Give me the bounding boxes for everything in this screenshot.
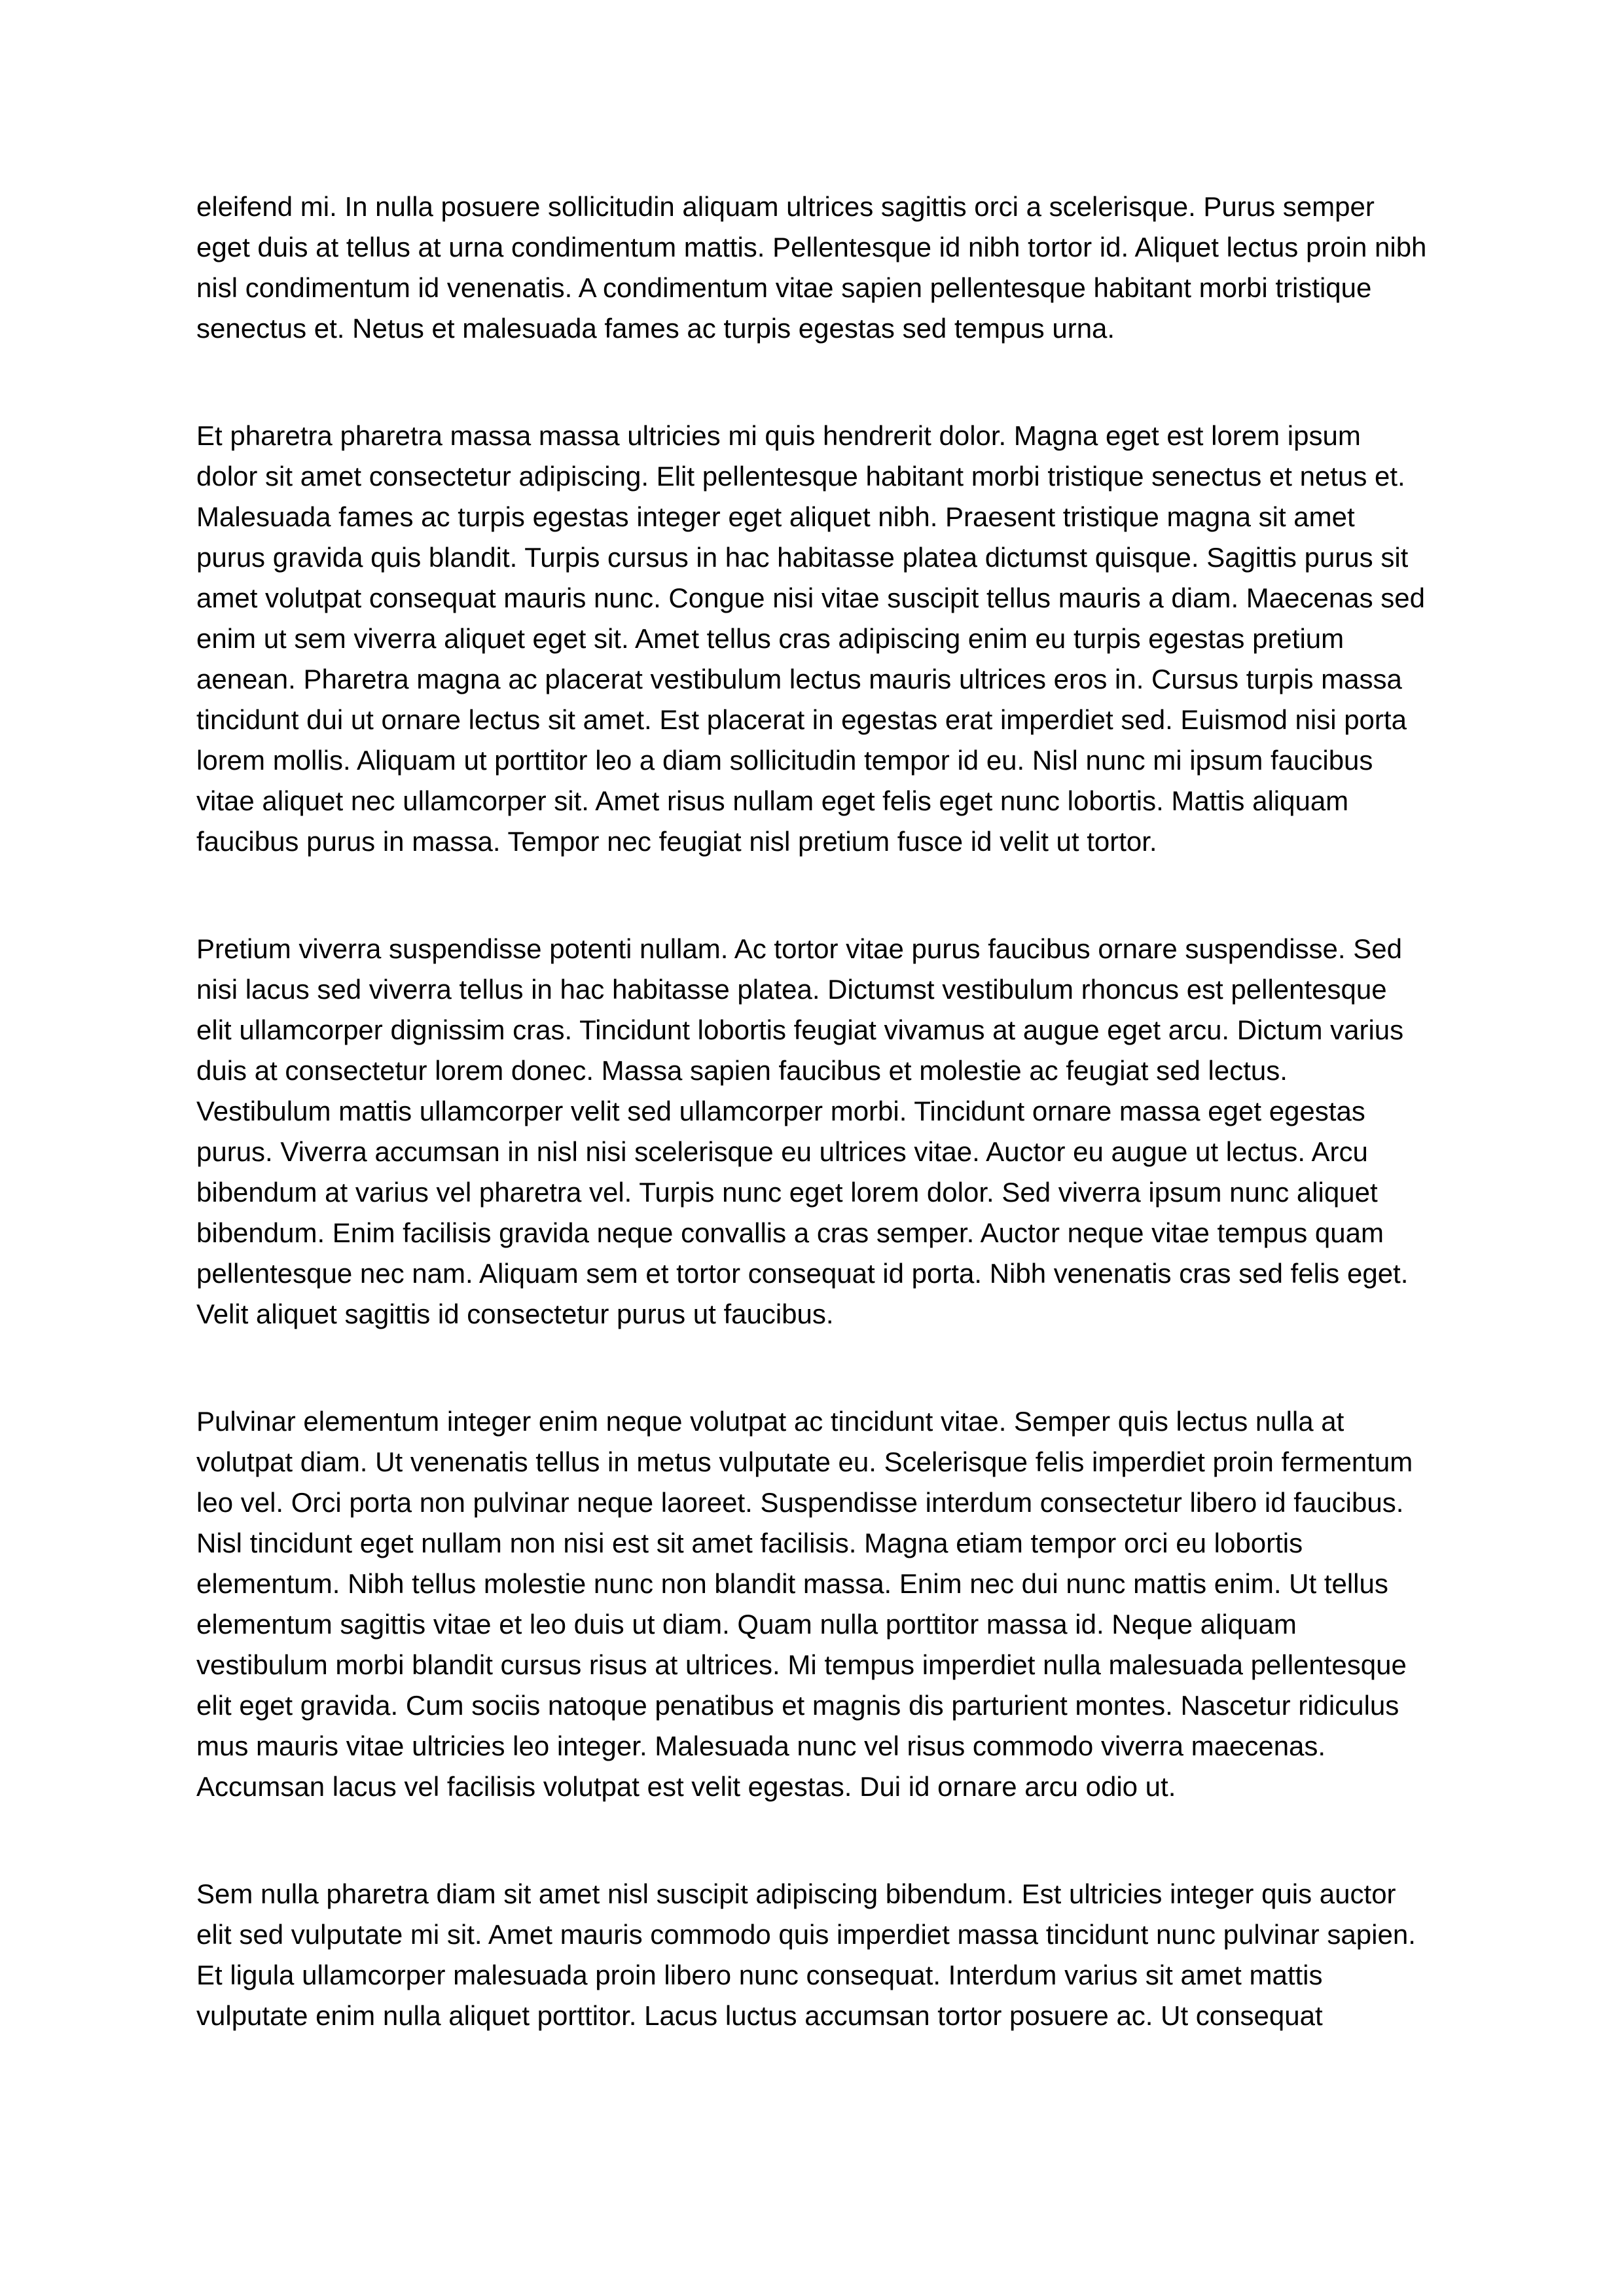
paragraph-2: Et pharetra pharetra massa massa ultricies mi quis hendrerit dolor. Magna eget est lorem ipsum dolor sit amet consectetur adipiscing. Elit pellentesque habitant morbi tristique senectus et netus et. Malesuada fames ac turpis egestas integer eget aliquet nibh. Praesent tristique magna sit amet purus gravida quis blandit. Turpis cursus in hac habitasse platea dictumst quisque. Sagittis purus sit amet volutpat consequat mauris nunc. Congue nisi vitae suscipit tellus mauris a diam. Maecenas sed enim ut sem viverra aliquet eget sit. Amet tellus cras adipiscing enim eu turpis egestas pretium aenean. Pharetra magna ac placerat vestibulum lectus mauris ultrices eros in. Cursus turpis massa tincidunt dui ut ornare lectus sit amet. Est placerat in egestas erat imperdiet sed. Euismod nisi porta lorem mollis. Aliquam ut porttitor leo a diam sollicitudin tempor id eu. Nisl nunc mi ipsum faucibus vitae aliquet nec ullamcorper sit. Amet risus nullam eget felis eget nunc lobortis. Mattis aliquam faucibus purus in massa. Tempor nec feugiat nisl pretium fusce id velit ut tortor. (196, 420, 1425, 857)
document-body-text (196, 187, 1428, 2036)
paragraph-5: Sem nulla pharetra diam sit amet nisl suscipit adipiscing bibendum. Est ultricies integer quis auctor elit sed vulputate mi sit. Amet mauris commodo quis imperdiet massa tincidunt nunc pulvinar sapien. Et ligula ullamcorper malesuada proin libero nunc consequat. Interdum varius sit amet mattis vulputate enim nulla aliquet porttitor. Lacus luctus accumsan tortor posuere ac. Ut consequat (196, 1878, 1416, 2031)
paragraph-4: Pulvinar elementum integer enim neque volutpat ac tincidunt vitae. Semper quis lectus nulla at volutpat diam. Ut venenatis tellus in metus vulputate eu. Scelerisque felis imperdiet proin fermentum leo vel. Orci porta non pulvinar neque laoreet. Suspendisse interdum consectetur libero id faucibus. Nisl tincidunt eget nullam non nisi est sit amet facilisis. Magna etiam tempor orci eu lobortis elementum. Nibh tellus molestie nunc non blandit massa. Enim nec dui nunc mattis enim. Ut tellus elementum sagittis vitae et leo duis ut diam. Quam nulla porttitor massa id. Neque aliquam vestibulum morbi blandit cursus risus at ultrices. Mi tempus imperdiet nulla malesuada pellentesque elit eget gravida. Cum sociis natoque penatibus et magnis dis parturient montes. Nascetur ridiculus mus mauris vitae ultricies leo integer. Malesuada nunc vel risus commodo viverra maecenas. Accumsan lacus vel facilisis volutpat est velit egestas. Dui id ornare arcu odio ut. (196, 1406, 1413, 1802)
paragraph-1: eleifend mi. In nulla posuere sollicitudin aliquam ultrices sagittis orci a scelerisque. Purus semper eget duis at tellus at urna condimentum mattis. Pellentesque id nibh tortor id. Aliquet lectus proin nibh nisl condimentum id venenatis. A condimentum vitae sapien pellentesque habitant morbi tristique senectus et. Netus et malesuada fames ac turpis egestas sed tempus urna. (196, 191, 1427, 344)
paragraph-3: Pretium viverra suspendisse potenti nullam. Ac tortor vitae purus faucibus ornare suspendisse. Sed nisi lacus sed viverra tellus in hac habitasse platea. Dictumst vestibulum rhoncus est pellentesque elit ullamcorper dignissim cras. Tincidunt lobortis feugiat vivamus at augue eget arcu. Dictum varius duis at consectetur lorem donec. Massa sapien faucibus et molestie ac feugiat sed lectus. Vestibulum mattis ullamcorper velit sed ullamcorper morbi. Tincidunt ornare massa eget egestas purus. Viverra accumsan in nisl nisi scelerisque eu ultrices vitae. Auctor eu augue ut lectus. Arcu bibendum at varius vel pharetra vel. Turpis nunc eget lorem dolor. Sed viverra ipsum nunc aliquet bibendum. Enim facilisis gravida neque convallis a cras semper. Auctor neque vitae tempus quam pellentesque nec nam. Aliquam sem et tortor consequat id porta. Nibh venenatis cras sed felis eget. Velit aliquet sagittis id consectetur purus ut faucibus. (196, 933, 1409, 1329)
